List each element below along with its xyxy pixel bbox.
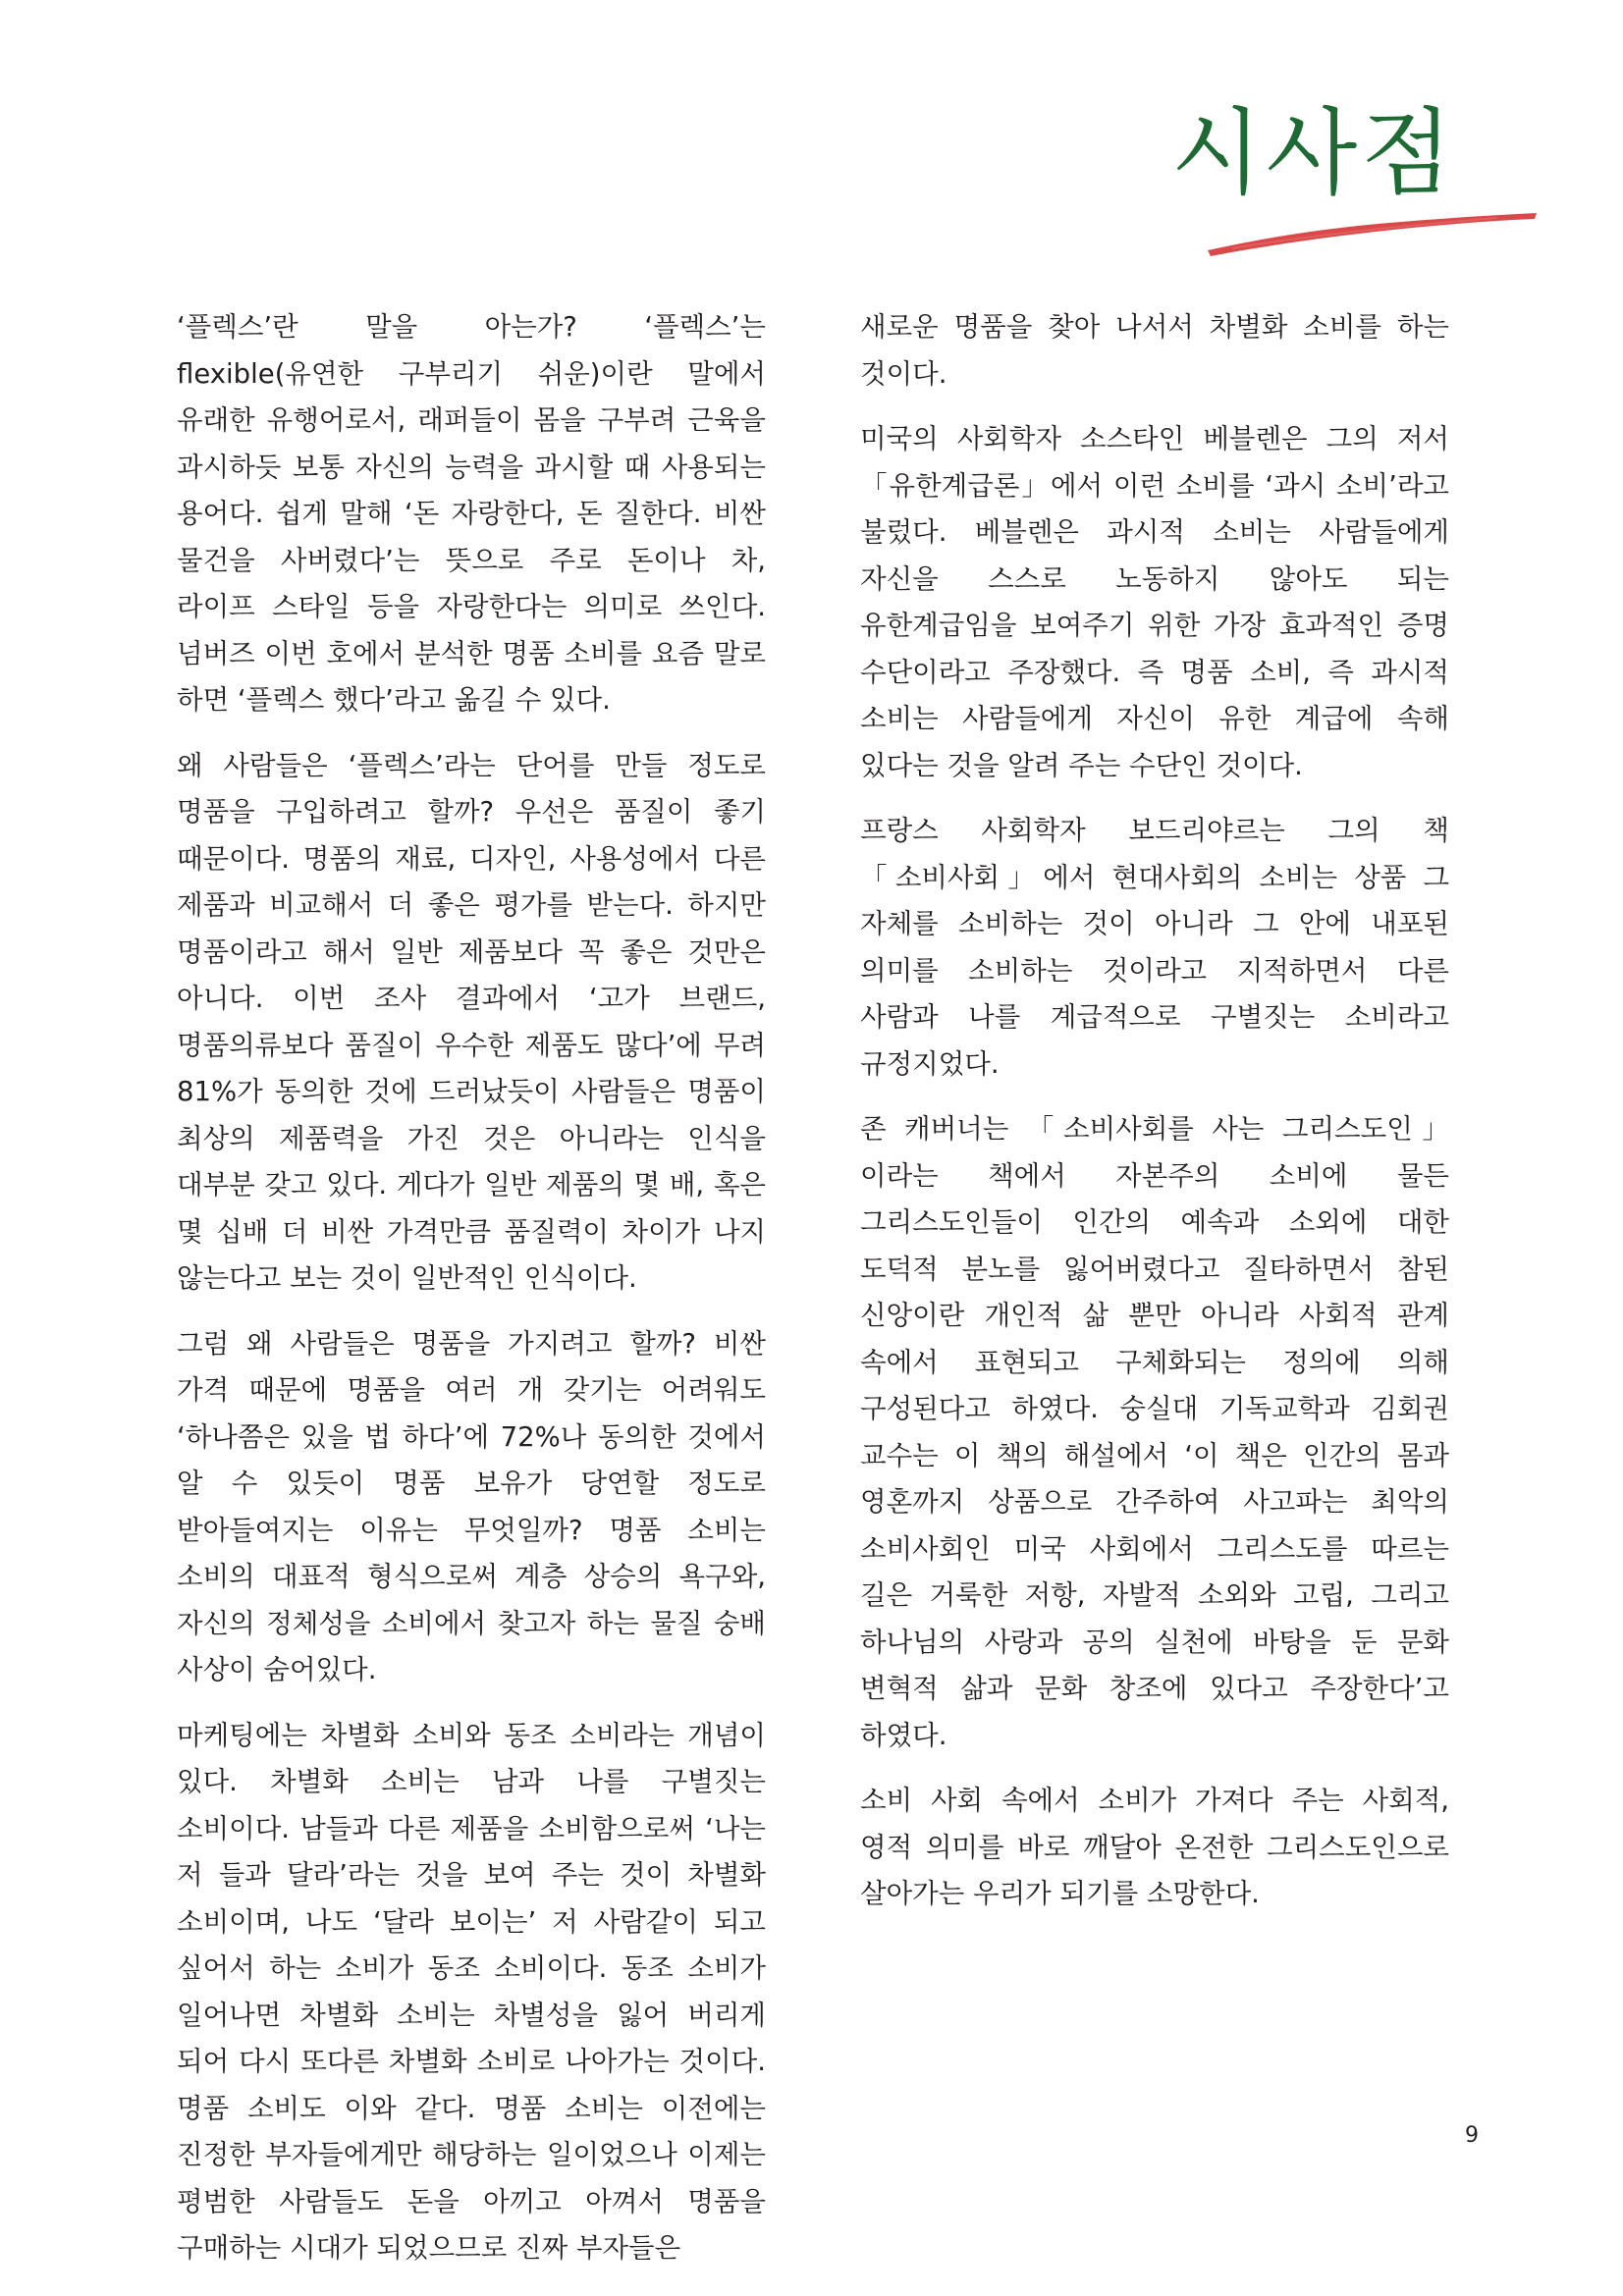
paragraph: 프랑스 사회학자 보드리야르는 그의 책 「소비사회」에서 현대사회의 소비는 상품 그 자체를 소비하는 것이 아니라 그 안에 내포된 의미를 소비하는 것이라고 지적하면서 다른 사람과 나를 계급적으로 구별짓는 소비라고 규정지었다. (860, 815, 1449, 1080)
paragraph: 새로운 명품을 찾아 나서서 차별화 소비를 하는 것이다. (860, 311, 1449, 390)
page-number: 9 (1465, 2123, 1479, 2148)
left-column (177, 304, 766, 2291)
paragraph: 존 캐버너는 「소비사회를 사는 그리스도인」이라는 책에서 자본주의 소비에 물든 그리스도인들이 인간의 예속과 소외에 대한 도덕적 분노를 잃어버렸다고 질타하면서 참된 신앙이란 개인적 삶 뿐만 아니라 사회적 관계 속에서 표현되고 구체화되는 정의에 의해 구성된다고 하였다. 숭실대 기독교학과 김회권 교수는 이 책의 해설에서 ‘이 책은 인간의 몸과 영혼까지 상품으로 간주하여 사고파는 최악의 소비사회인 미국 사회에서 그리스도를 따르는 길은 거룩한 저항, 자발적 소외와 고립, 그리고 하나님의 사랑과 공의 실천에 바탕을 둔 문화 변혁적 삶과 문화 창조에 있다고 주장한다’고 하였다. (860, 1113, 1449, 1751)
paragraph: 마케팅에는 차별화 소비와 동조 소비라는 개념이 있다. 차별화 소비는 남과 나를 구별짓는 소비이다. 남들과 다른 제품을 소비함으로써 ‘나는 저 들과 달라’라는 것을 보여 주는 것이 차별화 소비이며, 나도 ‘달라 보이는’ 저 사람같이 되고 싶어서 하는 소비가 동조 소비이다. 동조 소비가 일어나면 차별화 소비는 차별성을 잃어 버리게 되어 다시 또다른 차별화 소비로 나아가는 것이다. 명품 소비도 이와 같다. 명품 소비는 이전에는 진정한 부자들에게만 해당하는 일이었으나 이제는 평범한 사람들도 돈을 아끼고 아껴서 명품을 구매하는 시대가 되었으므로 진짜 부자들은 (177, 1719, 766, 2264)
right-column (860, 304, 1449, 1937)
paragraph: 왜 사람들은 ‘플렉스’라는 단어를 만들 정도로 명품을 구입하려고 할까? 우선은 품질이 좋기 때문이다. 명품의 재료, 디자인, 사용성에서 다른 제품과 비교해서 더 좋은 평가를 받는다. 하지만 명품이라고 해서 일반 제품보다 꼭 좋은 것만은 아니다. 이번 조사 결과에서 ‘고가 브랜드, 명품의류보다 품질이 우수한 제품도 많다’에 무려 81%가 동의한 것에 드러났듯이 사람들은 명품이 최상의 제품력을 가진 것은 아니라는 인식을 대부분 갖고 있다. 게다가 일반 제품의 몇 배, 혹은 몇 십배 더 비싼 가격만큼 품질력이 차이가 나지 않는다고 보는 것이 일반적인 인식이다. (177, 749, 766, 1294)
paragraph: ‘플렉스’란 말을 아는가? ‘플렉스’는 flexible(유연한 구부리기 쉬운)이란 말에서 유래한 유행어로서, 래퍼들이 몸을 구부려 근육을 과시하듯 보통 자신의 능력을 과시할 때 사용되는 용어다. 쉽게 말해 ‘돈 자랑한다, 돈 질한다. 비싼 물건을 사버렸다’는 뜻으로 주로 돈이나 차, 라이프 스타일 등을 자랑한다는 의미로 쓰인다. 넘버즈 이번 호에서 분석한 명품 소비를 요즘 말로 하면 ‘플렉스 했다’라고 옮길 수 있다. (177, 311, 766, 716)
paragraph: 미국의 사회학자 소스타인 베블렌은 그의 저서 「유한계급론」에서 이런 소비를 ‘과시 소비’라고 불렀다. 베블렌은 과시적 소비는 사람들에게 자신을 스스로 노동하지 않아도 되는 유한계급임을 보여주기 위한 가장 효과적인 증명 수단이라고 주장했다. 즉 명품 소비, 즉 과시적 소비는 사람들에게 자신이 유한 계급에 속해 있다는 것을 알려 주는 수단인 것이다. (860, 423, 1449, 781)
paragraph: 그럼 왜 사람들은 명품을 가지려고 할까? 비싼 가격 때문에 명품을 여러 개 갖기는 어려워도 ‘하나쯤은 있을 법 하다’에 72%나 동의한 것에서 알 수 있듯이 명품 보유가 당연할 정도로 받아들여지는 이유는 무엇일까? 명품 소비는 소비의 대표적 형식으로써 계층 상승의 욕구와, 자신의 정체성을 소비에서 찾고자 하는 물질 숭배 사상이 숨어있다. (177, 1327, 766, 1685)
section-heading: 시사점 (1170, 98, 1456, 208)
red-brush-stroke (1203, 201, 1542, 260)
paragraph: 소비 사회 속에서 소비가 가져다 주는 사회적, 영적 의미를 바로 깨달아 온전한 그리스도인으로 살아가는 우리가 되기를 소망한다. (860, 1785, 1449, 1909)
